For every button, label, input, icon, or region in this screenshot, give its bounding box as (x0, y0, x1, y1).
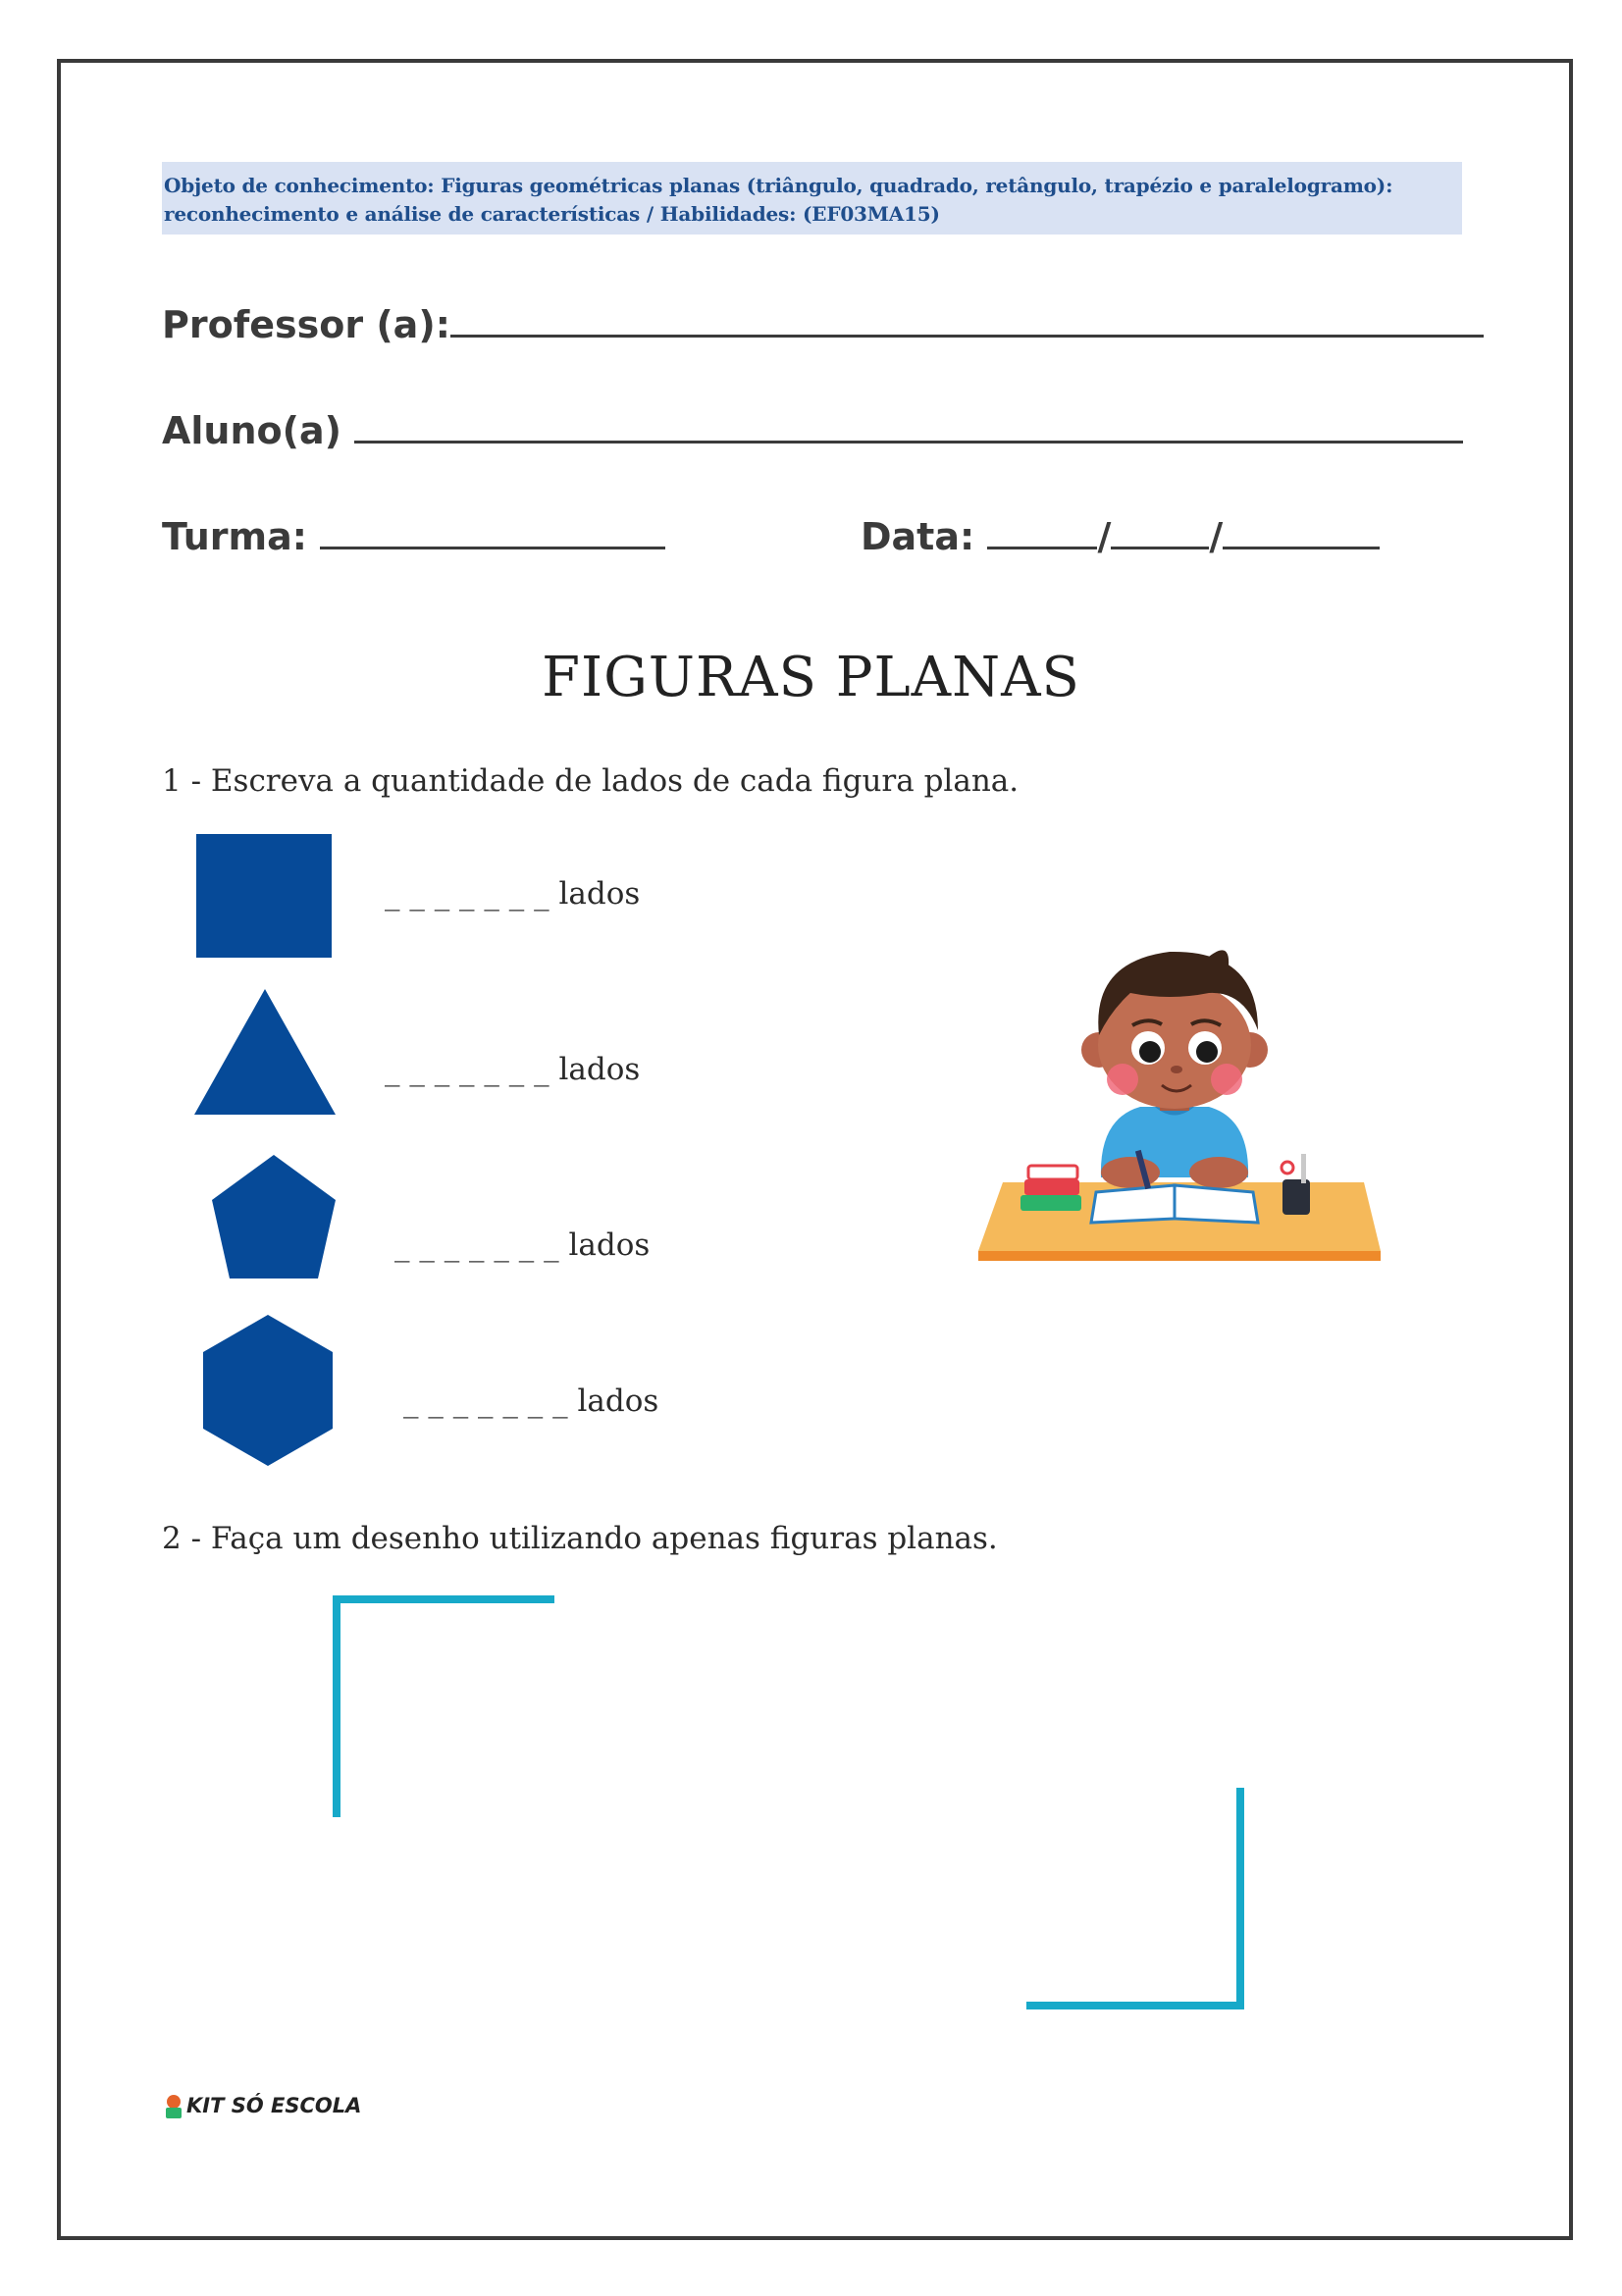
drawing-area[interactable] (340, 1603, 1229, 1994)
objective-banner (162, 162, 1462, 235)
hexagon-icon (201, 1315, 335, 1468)
footer-brand (163, 2094, 361, 2119)
triangle-icon (192, 989, 338, 1117)
brand-logo-icon (163, 2094, 184, 2119)
square-icon (196, 834, 334, 960)
question-2-text: 2 - Faça um desenho utilizando apenas figuras planas. (162, 1521, 998, 1556)
student-field[interactable] (162, 403, 1463, 452)
date-label: Data: (861, 515, 975, 558)
answer-triangle[interactable]: _ _ _ _ _ _ _ lados (385, 1052, 641, 1087)
student-blank-line[interactable] (354, 403, 1463, 444)
date-year-line[interactable] (1223, 509, 1380, 549)
answer-square[interactable]: _ _ _ _ _ _ _ lados (385, 876, 641, 912)
class-label: Turma: (162, 515, 307, 558)
date-field[interactable] (861, 509, 1380, 558)
brand-text: KIT SÓ ESCOLA (186, 2094, 362, 2117)
pentagon-icon (210, 1155, 338, 1280)
date-separator: / (1209, 515, 1224, 558)
student-label: Aluno(a) (162, 409, 342, 452)
date-month-line[interactable] (1111, 509, 1209, 549)
date-day-line[interactable] (987, 509, 1097, 549)
question-1-text: 1 - Escreva a quantidade de lados de cada figura plana. (162, 763, 1020, 799)
teacher-field[interactable] (162, 297, 1484, 346)
page-title: FIGURAS PLANAS (542, 646, 1080, 709)
class-blank-line[interactable] (320, 509, 665, 549)
boy-studying-illustration (973, 922, 1386, 1261)
answer-hexagon[interactable]: _ _ _ _ _ _ _ lados (403, 1383, 659, 1419)
class-field[interactable] (162, 509, 665, 558)
teacher-label: Professor (a): (162, 303, 450, 346)
objective-text: Objeto de conhecimento: Figuras geométricas planas (triângulo, quadrado, retângulo, trapézio e paralelogramo): reconhecimento e análise de características / Habilidades: (EF03MA15) (164, 174, 1393, 226)
date-separator: / (1097, 515, 1112, 558)
answer-pentagon[interactable]: _ _ _ _ _ _ _ lados (394, 1227, 651, 1263)
teacher-blank-line[interactable] (450, 297, 1484, 338)
